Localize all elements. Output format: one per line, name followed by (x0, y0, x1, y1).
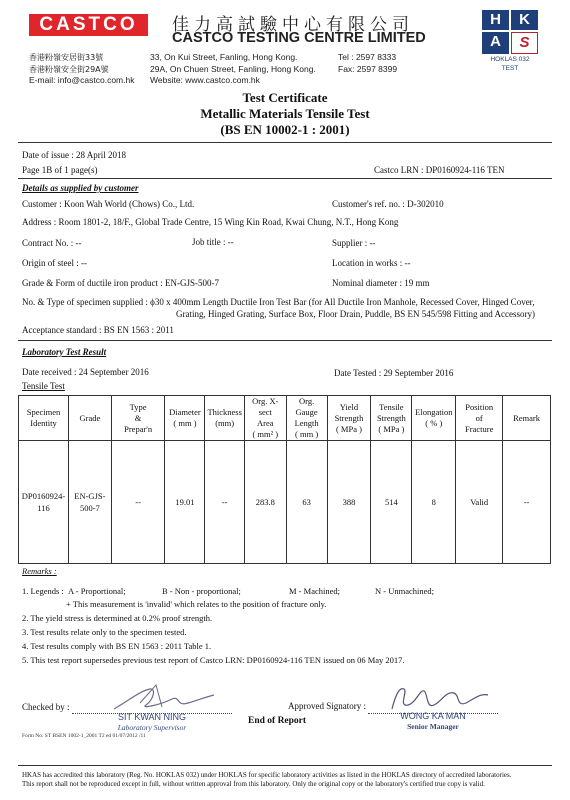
hkas-letter: S (511, 32, 538, 54)
divider (18, 340, 552, 341)
company-website: Website: www.castco.com.hk (150, 75, 260, 85)
col-grade: Grade (68, 396, 111, 441)
col-remark: Remark (503, 396, 551, 441)
col-type-preparation: Type & Prepar'n (111, 396, 165, 441)
col-cross-section-area: Org. X-sect Area ( mm² ) (244, 396, 286, 441)
footer-line-1: HKAS has accredited this laboratory (Reg. No. HOKLAS 032) under HOKLAS for specific laboratory activities as listed in the HOKLAS directory of accredited laboratories. (22, 771, 512, 779)
tensile-test-label: Tensile Test (22, 381, 65, 391)
col-tensile-strength: Tensile Strength ( MPa ) (371, 396, 412, 441)
company-email: E-mail: info@castco.com.hk (29, 75, 135, 85)
remark-item: 3. Test results relate only to the specimen tested. (22, 627, 187, 637)
checked-by-label: Checked by : (22, 702, 70, 712)
col-yield-strength: Yield Strength ( MPa ) (327, 396, 371, 441)
cell-specimen-identity: DP0160924- 116 (19, 441, 69, 564)
hkas-letter: A (482, 32, 509, 54)
cell-cross-section-area: 283.8 (244, 441, 286, 564)
legend-note: + This measurement is 'invalid' which relates to the position of fracture only. (66, 599, 327, 609)
location-in-works: Location in works : -- (332, 258, 411, 268)
grade-form: Grade & Form of ductile iron product : EN-GJS-500-7 (22, 278, 219, 288)
approved-by-label: Approved Signatory : (288, 701, 366, 711)
castco-lrn: Castco LRN : DP0160924-116 TEN (374, 165, 505, 175)
company-fax: Fax: 2597 8399 (338, 63, 398, 74)
customer-details-header: Details as supplied by customer (22, 183, 139, 193)
remark-item: 2. The yield stress is determined at 0.2% proof strength. (22, 613, 213, 623)
legend-m: M - Machined; (289, 586, 340, 596)
customer-address: Address : Room 1801-2, 18/F., Global Trade Centre, 15 Wing Kin Road, Kwai Chung, N.T., Hong Kong (22, 217, 399, 227)
cell-elongation: 8 (412, 441, 456, 564)
certificate-standard: (BS EN 10002-1 : 2001) (220, 122, 350, 137)
col-elongation: Elongation ( % ) (412, 396, 456, 441)
end-of-report: End of Report (248, 716, 307, 726)
english-address-1: 33, On Kui Street, Fanling, Hong Kong. (150, 52, 298, 62)
remark-item: 5. This test report supersedes previous test report of Castco LRN: DP0160924-116 TEN issued on 06 May 2017. (22, 655, 405, 665)
company-chinese-name: 佳力高試驗中心有限公司 (172, 15, 414, 35)
cell-grade: EN-GJS- 500-7 (68, 441, 111, 564)
castco-logo: CASTCO (29, 14, 148, 36)
customer-ref: Customer's ref. no. : D-302010 (332, 199, 444, 209)
english-address-block (150, 52, 316, 87)
chinese-address-block (29, 52, 134, 87)
col-specimen-identity: Specimen Identity (19, 396, 69, 441)
company-tel: Tel : 2597 8333 (338, 52, 397, 62)
cell-thickness: -- (205, 441, 244, 564)
checker-name: SIT KWAN NING (117, 712, 186, 722)
cell-diameter: 19.01 (165, 441, 205, 564)
acceptance-standard: Acceptance standard : BS EN 1563 : 2011 (22, 325, 174, 335)
cell-gauge-length: 63 (286, 441, 327, 564)
nominal-diameter: Nominal diameter : 19 mm (332, 278, 430, 288)
col-fracture-position: Position of Fracture (456, 396, 503, 441)
hkas-accreditation-logo (482, 10, 538, 72)
chinese-address-2: 香港粉嶺安全街29A號 (29, 64, 109, 74)
table-header-row (19, 396, 551, 441)
col-gauge-length: Org. Gauge Length ( mm ) (286, 396, 327, 441)
tensile-test-table (18, 395, 551, 564)
accreditation-footer (22, 771, 550, 789)
hkas-letter: K (511, 10, 538, 30)
checker-signature (110, 683, 220, 715)
checker-title: Laboratory Supervisor (117, 723, 187, 732)
hoklas-sub-label: TEST (501, 65, 519, 72)
cell-remark: -- (503, 441, 551, 564)
page-count: Page 1B of 1 page(s) (22, 165, 98, 175)
contact-block (338, 52, 397, 75)
approver-name: WONG KA MAN (400, 711, 466, 721)
remarks-header: Remarks : (22, 566, 57, 576)
legend-b: B - Non - proportional; (162, 586, 241, 596)
col-diameter: Diameter ( mm ) (165, 396, 205, 441)
hkas-letter: H (482, 10, 509, 30)
chinese-address-1: 香港粉嶺安居街33號 (29, 53, 104, 62)
table-row (19, 441, 551, 564)
contract-no: Contract No. : -- (22, 238, 82, 248)
date-tested: Date Tested : 29 September 2016 (334, 368, 454, 378)
specimen-type-line-2: Grating, Hinged Grating, Surface Box, Floor Drain, Puddle, BS EN 545/598 Fitting and Accessory) (176, 309, 535, 319)
certificate-subtitle: Metallic Materials Tensile Test (200, 106, 370, 121)
footer-divider (18, 765, 552, 766)
divider (18, 178, 552, 179)
customer-name: Customer : Koon Wah World (Chows) Co., Ltd. (22, 199, 195, 209)
approver-title: Senior Manager (407, 722, 459, 731)
date-of-issue: Date of issue : 28 April 2018 (22, 150, 126, 160)
remark-item: 4. Test results comply with BS EN 1563 : 2011 Table 1. (22, 641, 212, 651)
company-english-name: CASTCO TESTING CENTRE LIMITED (172, 30, 426, 46)
divider (18, 142, 552, 143)
cell-yield-strength: 388 (327, 441, 371, 564)
cell-tensile-strength: 514 (371, 441, 412, 564)
specimen-type-line-1: No. & Type of specimen supplied : ϕ30 x 400mm Length Ductile Iron Test Bar (for All Ductile Iron Manhole, Recessed Cover, Hinged Cover, (22, 297, 535, 307)
cell-type-preparation: -- (111, 441, 165, 564)
legends-label: 1. Legends : (22, 586, 64, 596)
date-received: Date received : 24 September 2016 (22, 367, 149, 377)
supplier: Supplier : -- (332, 238, 376, 248)
certificate-title: Test Certificate (242, 90, 328, 105)
job-title: Job title : -- (192, 237, 234, 247)
form-number: Form No. ST BSEN 1002-1_2001 T2 ed 01/07/2012 /11 (22, 733, 146, 739)
lab-result-header: Laboratory Test Result (22, 347, 107, 357)
origin-of-steel: Origin of steel : -- (22, 258, 87, 268)
legend-a: A - Proportional; (68, 586, 126, 596)
legend-n: N - Unmachined; (375, 586, 435, 596)
cell-fracture-position: Valid (456, 441, 503, 564)
col-thickness: Thickness (mm) (205, 396, 244, 441)
footer-line-2: This report shall not be reproduced except in full, without written approval from this laboratory. Only the original copy or the laboratory's certified true copy is valid. (22, 780, 485, 788)
english-address-2: 29A, On Chuen Street, Fanling, Hong Kong. (150, 63, 316, 74)
hoklas-label: HOKLAS 032 (490, 56, 530, 63)
